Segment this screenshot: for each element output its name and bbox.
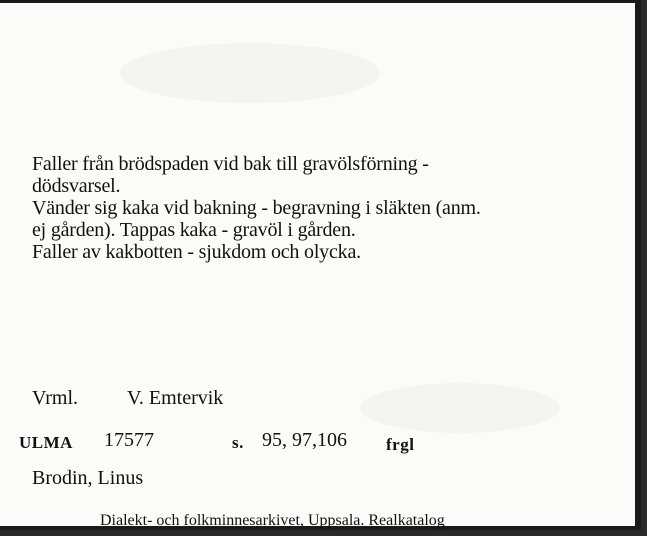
parish: V. Emtervik <box>127 387 224 409</box>
page-numbers: 95, 97,106 <box>262 429 347 451</box>
province: Vrml. <box>32 387 79 409</box>
text-line: Vänder sig kaka vid bakning - begravning i släkten (anm. <box>32 197 481 219</box>
archive-number: 17577 <box>104 429 154 451</box>
category-tag: frgl <box>386 435 415 454</box>
text-line: dödsvarsel. <box>32 175 121 197</box>
collector-name: Brodin, Linus <box>32 467 144 489</box>
archive-footer: Dialekt- och folkminnesarkivet, Uppsala. Realkatalog <box>100 512 445 529</box>
paper-smudge <box>120 43 380 103</box>
text-line: Faller av kakbotten - sjukdom och olycka. <box>32 241 361 263</box>
archive-code: ULMA <box>19 433 73 452</box>
page-prefix: s. <box>232 433 244 452</box>
card-body-text <box>32 153 612 263</box>
paper-smudge <box>360 383 560 433</box>
text-line: ej gården). Tappas kaka - gravöl i gården. <box>32 219 356 241</box>
text-line: Faller från brödspaden vid bak till gravölsförning - <box>32 153 429 175</box>
